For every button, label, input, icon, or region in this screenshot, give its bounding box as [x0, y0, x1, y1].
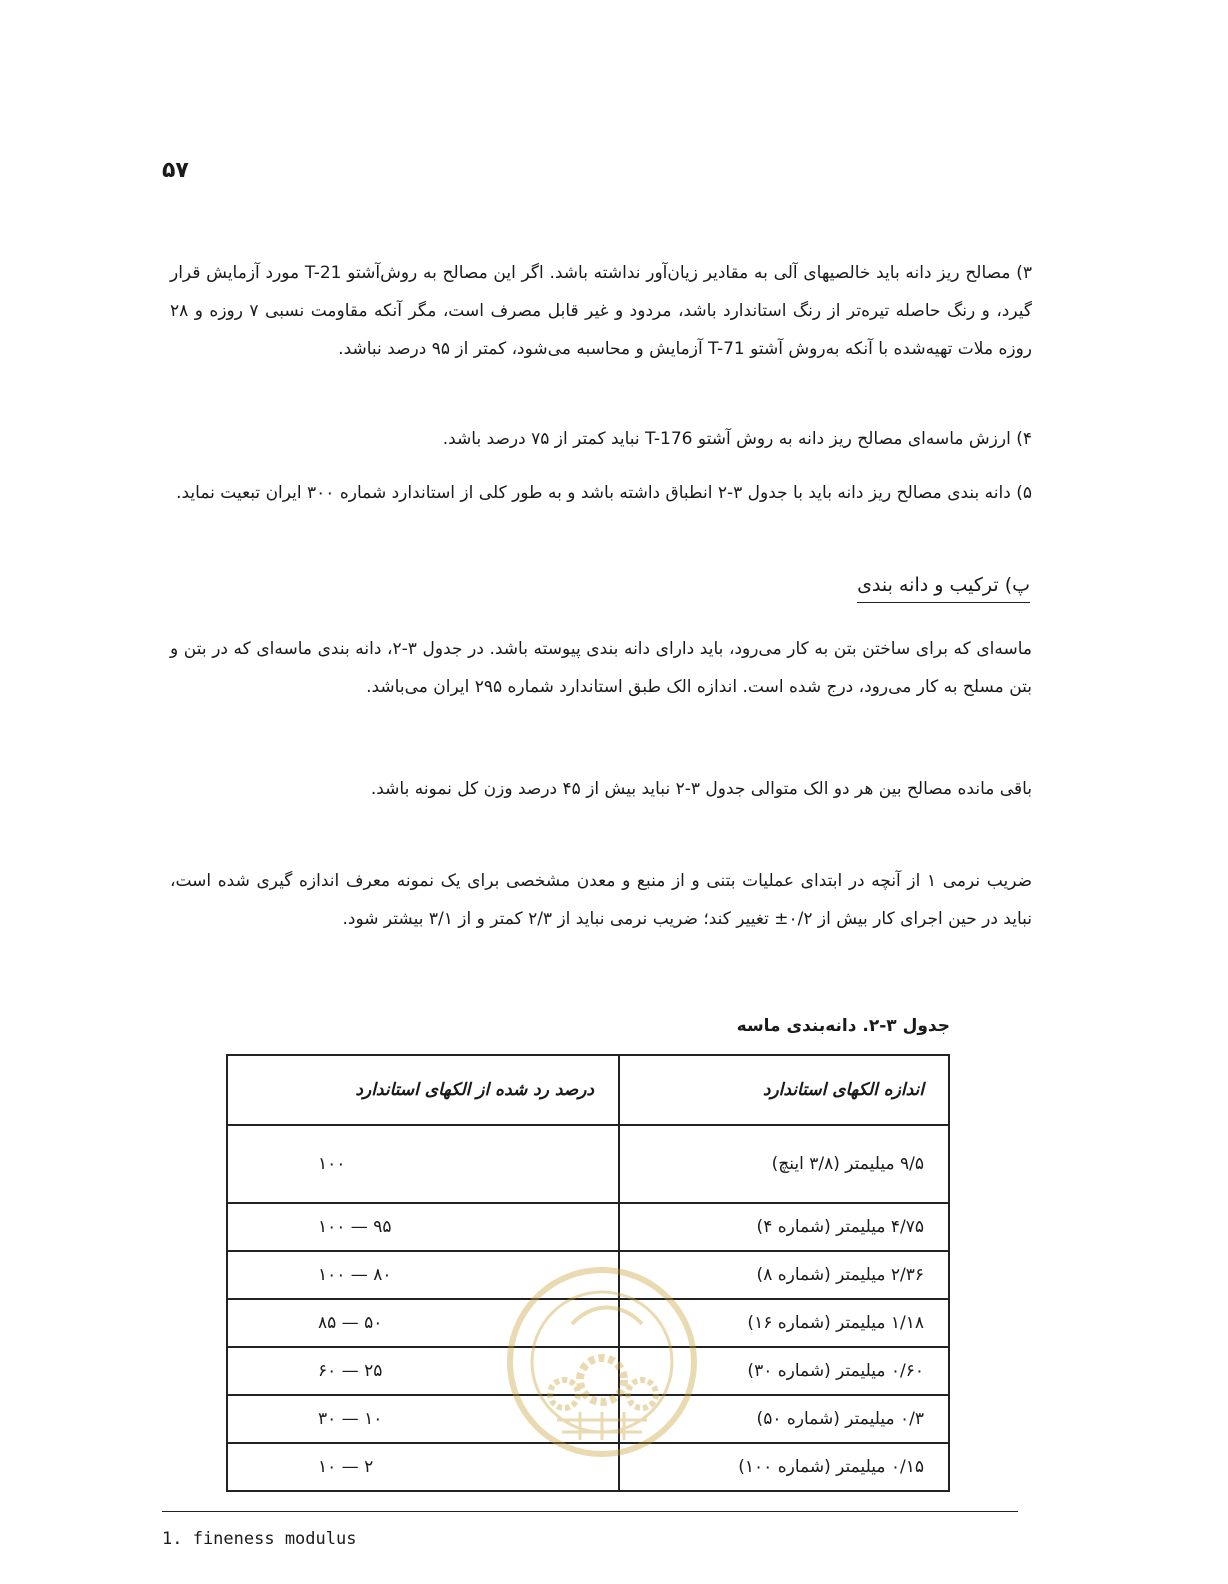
bottom-rule — [162, 1511, 1018, 1512]
percent-passing-cell: ۲۵ — ۶۰ — [227, 1347, 619, 1395]
paragraph-retained-limit: باقی مانده مصالح بین هر دو الک متوالی جدول ۳-۲ نباید بیش از ۴۵ درصد وزن کل نمونه باشد. — [370, 779, 1032, 799]
table-caption: جدول ۳-۲. دانه‌بندی ماسه — [736, 1016, 950, 1036]
sieve-size-cell: ۰/۱۵ میلیمتر (شماره ۱۰۰) — [619, 1443, 949, 1491]
percent-passing-cell: ۱۰۰ — [227, 1125, 619, 1203]
sieve-size-cell: ۹/۵ میلیمتر (۳/۸ اینچ) — [619, 1125, 949, 1203]
watermark-seal — [502, 1262, 702, 1462]
header-percent-passing: درصد رد شده از الکهای استاندارد — [227, 1055, 619, 1125]
sieve-size-cell: ۴/۷۵ میلیمتر (شماره ۴) — [619, 1203, 949, 1251]
section-heading: پ) ترکیب و دانه بندی — [857, 574, 1030, 603]
page-number: ۵۷ — [162, 158, 189, 183]
table-row — [227, 1125, 949, 1203]
percent-passing-cell: ۱۰ — ۳۰ — [227, 1395, 619, 1443]
sieve-size-cell: ۰/۳ میلیمتر (شماره ۵۰) — [619, 1395, 949, 1443]
table-row — [227, 1203, 949, 1251]
paragraph-sand-equivalent: ۴) ارزش ماسه‌ای مصالح ریز دانه به روش آشتو T-176 نباید کمتر از ۷۵ درصد باشد. — [442, 429, 1032, 449]
percent-passing-cell: ۹۵ — ۱۰۰ — [227, 1203, 619, 1251]
sieve-size-cell: ۱/۱۸ میلیمتر (شماره ۱۶) — [619, 1299, 949, 1347]
table-header-row — [227, 1055, 949, 1125]
paragraph-organic-impurities: ۳) مصالح ریز دانه باید خالصیهای آلی به مقادیر زیان‌آور نداشته باشد. اگر این مصالح به روش‌آشتو T-21 مورد آزمایش قرار گیرد، و رنگ حاصله تیره‌تر از رنگ استاندارد باشد، مردود و غیر قابل مصرف است، مگر آنکه مقاومت نسبی ۷ روزه و ۲۸ روزه ملات تهیه‌شده با آنکه به‌روش آشتو T-71 آزمایش و محاسبه می‌شود، کمتر از ۹۵ درصد نباشد. — [170, 263, 1032, 359]
percent-passing-cell: ۲ — ۱۰ — [227, 1443, 619, 1491]
header-sieve-size: اندازه الکهای استاندارد — [619, 1055, 949, 1125]
paragraph-fineness-modulus: ضریب نرمی ۱ از آنچه در ابتدای عملیات بتنی و از منبع و معدن مشخصی برای یک نمونه معرف اندازه گیری شده است، نباید در حین اجرای کار بیش از ۰/۲± تغییر کند؛ ضریب نرمی نباید از ۲/۳ کمتر و از ۳/۱ بیشتر شود. — [170, 871, 1033, 929]
footnote: 1. fineness modulus — [162, 1529, 357, 1549]
sieve-size-cell: ۰/۶۰ میلیمتر (شماره ۳۰) — [619, 1347, 949, 1395]
percent-passing-cell: ۵۰ — ۸۵ — [227, 1299, 619, 1347]
paragraph-grading-standard: ۵) دانه بندی مصالح ریز دانه باید با جدول ۳-۲ انطباق داشته باشد و به طور کلی از استاندارد شماره ۳۰۰ ایران تبعیت نماید. — [176, 483, 1032, 503]
percent-passing-cell: ۸۰ — ۱۰۰ — [227, 1251, 619, 1299]
sieve-size-cell: ۲/۳۶ میلیمتر (شماره ۸) — [619, 1251, 949, 1299]
paragraph-continuous-grading: ماسه‌ای که برای ساختن بتن به کار می‌رود، باید دارای دانه بندی پیوسته باشد. در جدول ۳-۲، دانه بندی ماسه‌ای که در بتن و بتن مسلح به کار می‌رود، درج شده است. اندازه الک طبق استاندارد شماره ۲۹۵ ایران می‌باشد. — [170, 639, 1032, 697]
